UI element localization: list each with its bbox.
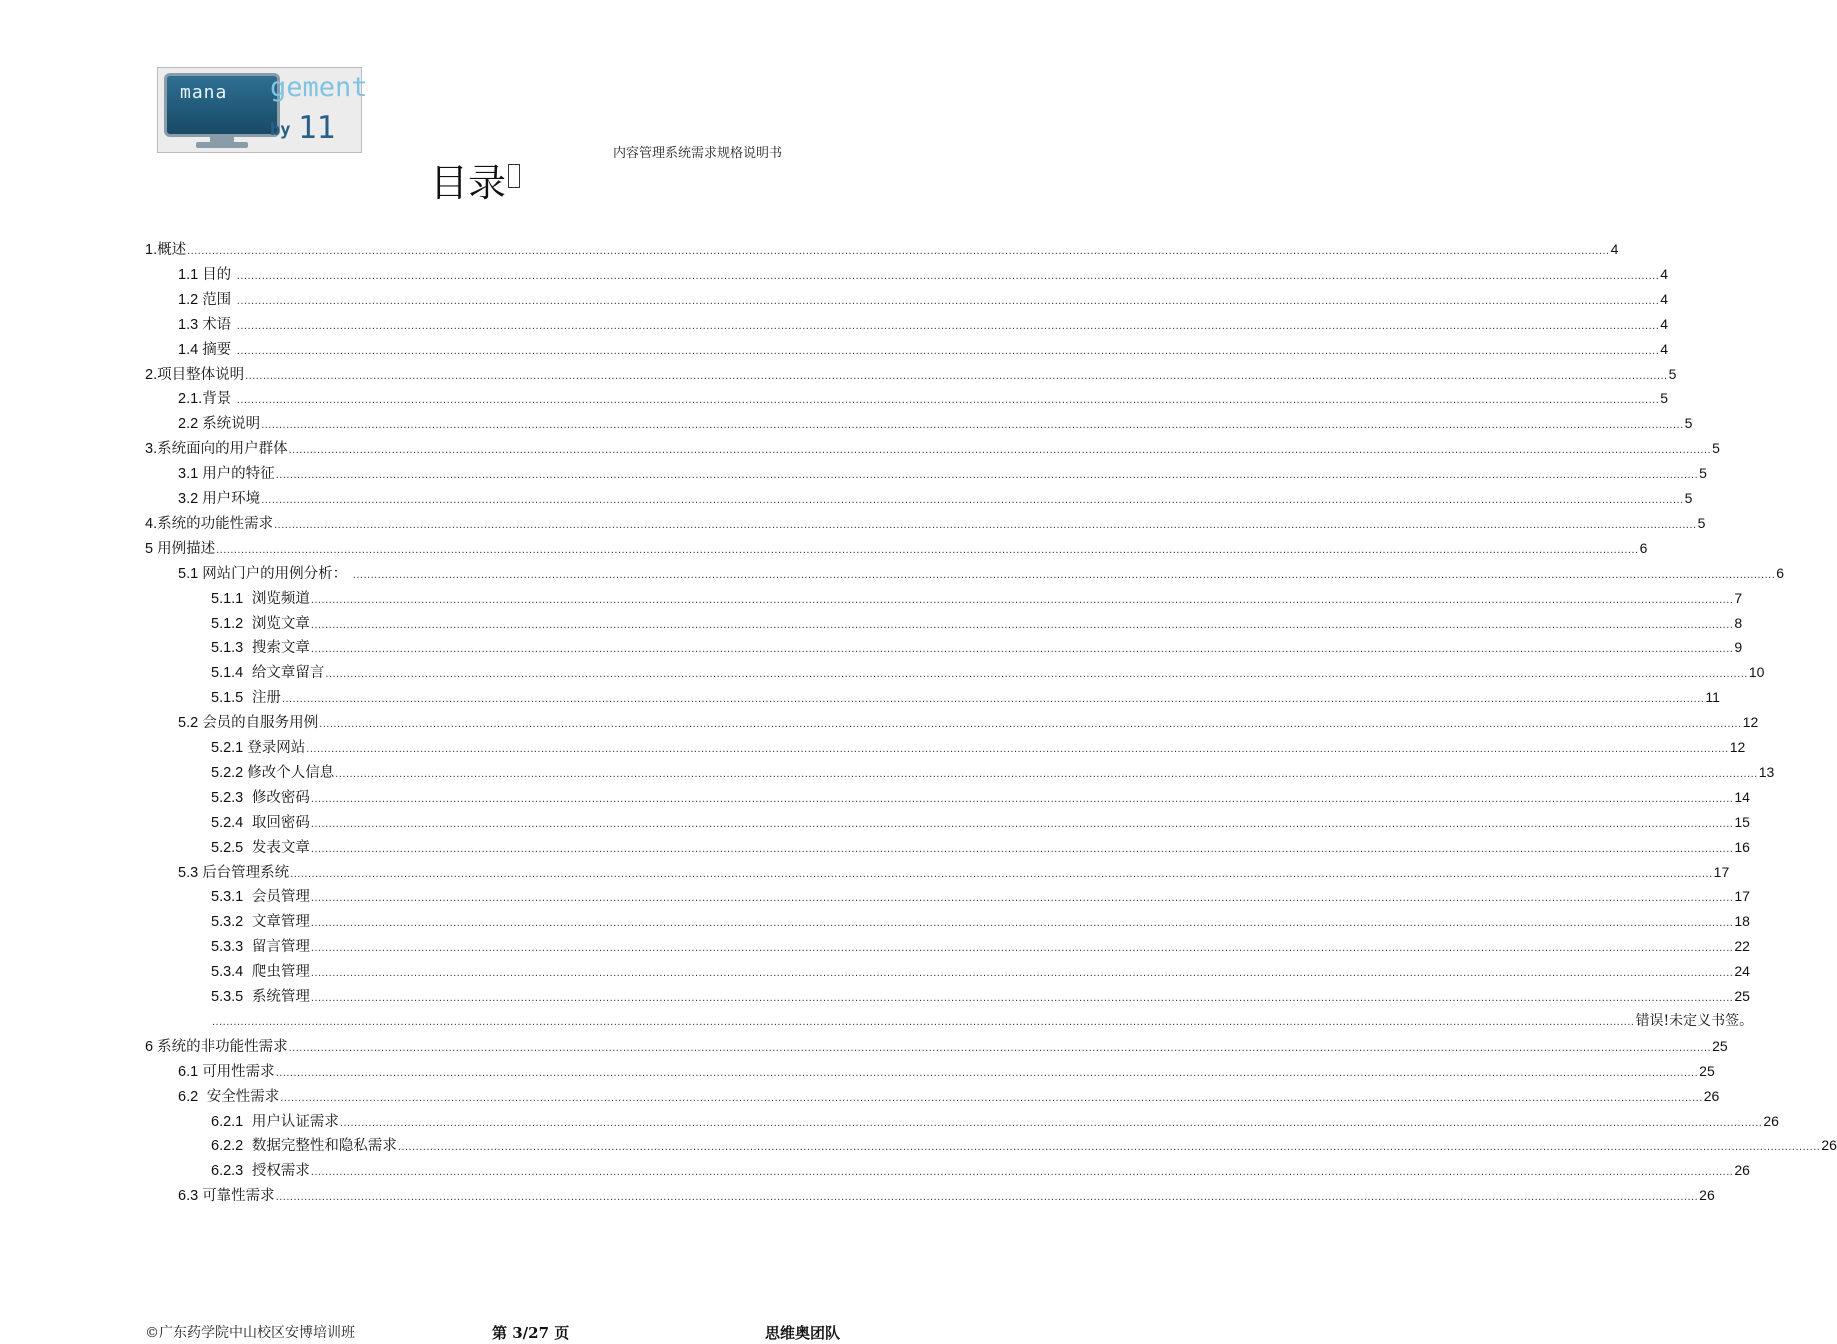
toc-entry[interactable] bbox=[178, 711, 1759, 733]
toc-entry-label bbox=[178, 1185, 275, 1207]
toc-entry-page: 5 bbox=[1684, 415, 1693, 431]
toc-entry-label bbox=[178, 563, 352, 585]
toc-entry-label bbox=[211, 812, 310, 834]
toc-entry-text: 安全性需求 bbox=[202, 1089, 280, 1105]
toc-entry-page: 22 bbox=[1734, 938, 1750, 954]
toc-entry-number: 5.3 bbox=[178, 865, 203, 881]
toc-leader-dots: ................................................................................................................................................................................................................................................................................................................................................................................................................ bbox=[325, 668, 1748, 680]
toc-entry-label bbox=[211, 588, 310, 610]
toc-entry[interactable] bbox=[211, 935, 1750, 957]
toc-entry[interactable] bbox=[211, 836, 1750, 858]
toc-entry[interactable] bbox=[178, 487, 1693, 509]
toc-entry-number: 5.3.1 bbox=[211, 889, 248, 905]
toc-entry-number: 1.1 bbox=[178, 267, 203, 283]
toc-leader-dots: ................................................................................................................................................................................................................................................................................................................................................................................................................ bbox=[212, 1016, 1635, 1028]
toc-leader-dots: ................................................................................................................................................................................................................................................................................................................................................................................................................ bbox=[261, 419, 1684, 431]
toc-entry[interactable] bbox=[211, 686, 1720, 708]
toc-entry-number: 5.2.3 bbox=[211, 790, 248, 806]
toc-entry-number: 1. bbox=[145, 242, 158, 258]
toc-entry-text: 发表文章 bbox=[247, 840, 310, 856]
toc-entry-label bbox=[211, 1160, 310, 1182]
toc-entry-number: 5.1.2 bbox=[211, 616, 248, 632]
toc-entry-label bbox=[211, 837, 310, 859]
toc-entry[interactable] bbox=[211, 811, 1750, 833]
toc-entry[interactable] bbox=[178, 387, 1669, 409]
toc-entry-text: 修改个人信息 bbox=[247, 765, 335, 781]
toc-entry[interactable] bbox=[178, 263, 1669, 285]
toc-entry[interactable] bbox=[178, 338, 1669, 360]
toc-entry[interactable] bbox=[211, 1134, 1837, 1156]
toc-entry-text: 系统说明 bbox=[202, 416, 261, 432]
toc-leader-dots: ................................................................................................................................................................................................................................................................................................................................................................................................................ bbox=[216, 544, 1639, 556]
toc-entry[interactable] bbox=[211, 786, 1750, 808]
toc-entry-text: 系统管理 bbox=[247, 989, 310, 1005]
toc-leader-dots: ................................................................................................................................................................................................................................................................................................................................................................................................................ bbox=[275, 1191, 1699, 1203]
toc-entry-page: 18 bbox=[1734, 913, 1750, 929]
toc-entry-label bbox=[178, 314, 236, 336]
toc-entry-number: 6.2.2 bbox=[211, 1138, 248, 1154]
toc-leader-dots: ................................................................................................................................................................................................................................................................................................................................................................................................................ bbox=[275, 1067, 1699, 1079]
toc-entry[interactable] bbox=[211, 636, 1743, 658]
toc-entry-label bbox=[211, 762, 334, 784]
toc-entry-number: 5.1.3 bbox=[211, 640, 248, 656]
toc-entry-text: 文章管理 bbox=[247, 914, 310, 930]
toc-entry-page: 17 bbox=[1734, 888, 1750, 904]
toc-entry-label bbox=[211, 911, 310, 933]
toc-entry-text: 用例描述 bbox=[157, 541, 216, 557]
toc-entry-text: 摘要 bbox=[202, 342, 236, 358]
toc-entry[interactable] bbox=[211, 885, 1750, 907]
toc-entry-text: 浏览频道 bbox=[247, 591, 310, 607]
toc-leader-dots: ................................................................................................................................................................................................................................................................................................................................................................................................................ bbox=[310, 1166, 1734, 1178]
toc-entry-number: 3.1 bbox=[178, 466, 203, 482]
toc-entry-label bbox=[211, 1135, 397, 1157]
toc-entry-number: 5.2.4 bbox=[211, 815, 248, 831]
toc-leader-dots: ................................................................................................................................................................................................................................................................................................................................................................................................................ bbox=[236, 345, 1660, 357]
toc-title bbox=[0, 152, 950, 207]
toc-entry-label bbox=[178, 339, 236, 361]
toc-entry-label bbox=[178, 1086, 279, 1108]
toc-entry-number: 5.2 bbox=[178, 715, 203, 731]
toc-entry-number: 6 bbox=[145, 1039, 158, 1055]
toc-leader-dots: ................................................................................................................................................................................................................................................................................................................................................................................................................ bbox=[288, 1042, 1712, 1054]
toc-entry-number: 1.2 bbox=[178, 292, 203, 308]
toc-entry-number: 1.3 bbox=[178, 317, 203, 333]
toc-entry-page: 5 bbox=[1697, 515, 1706, 531]
toc-entry-number: 1.4 bbox=[178, 342, 203, 358]
toc-entry-text: 用户认证需求 bbox=[247, 1114, 339, 1130]
toc-entry[interactable] bbox=[211, 1110, 1779, 1132]
toc-entry-number: 5.3.4 bbox=[211, 964, 248, 980]
monitor-stand bbox=[210, 134, 234, 142]
toc-entry-page: 13 bbox=[1758, 764, 1775, 780]
toc-entry-number: 6.3 bbox=[178, 1188, 203, 1204]
toc-entry[interactable] bbox=[178, 562, 1785, 584]
toc-leader-dots: ................................................................................................................................................................................................................................................................................................................................................................................................................ bbox=[310, 967, 1734, 979]
toc-entry-text: 概述 bbox=[157, 242, 187, 258]
toc-leader-dots: ................................................................................................................................................................................................................................................................................................................................................................................................................ bbox=[310, 992, 1734, 1004]
toc-entry-number: 2. bbox=[145, 367, 158, 383]
toc-leader-dots: ................................................................................................................................................................................................................................................................................................................................................................................................................ bbox=[310, 892, 1734, 904]
toc-entry-number: 2.2 bbox=[178, 416, 203, 432]
toc-entry-page: 16 bbox=[1734, 839, 1750, 855]
toc-entry-label bbox=[211, 986, 310, 1008]
toc-entry-number: 3.2 bbox=[178, 491, 203, 507]
toc-leader-dots: ................................................................................................................................................................................................................................................................................................................................................................................................................ bbox=[280, 1092, 1703, 1104]
toc-entry-text: 会员管理 bbox=[247, 889, 310, 905]
toc-title-text: 目录 bbox=[429, 161, 506, 205]
toc-entry[interactable] bbox=[211, 736, 1746, 758]
toc-entry-text: 给文章留言 bbox=[247, 665, 325, 681]
toc-entry-label bbox=[211, 737, 305, 759]
toc-entry-page: 4 bbox=[1660, 266, 1669, 282]
logo bbox=[157, 67, 368, 153]
toc-entry[interactable] bbox=[211, 910, 1750, 932]
toc-entry[interactable] bbox=[178, 462, 1707, 484]
footer-copyright: ©广东药学院中山校区安博培训班 bbox=[145, 1325, 355, 1341]
toc-entry[interactable] bbox=[211, 960, 1750, 982]
toc-entry-text: 取回密码 bbox=[247, 815, 310, 831]
toc-leader-dots: ................................................................................................................................................................................................................................................................................................................................................................................................................ bbox=[310, 818, 1734, 830]
toc-entry-label bbox=[145, 239, 186, 261]
toc-entry-page: 25 bbox=[1734, 988, 1750, 1004]
toc-leader-dots: ................................................................................................................................................................................................................................................................................................................................................................................................................ bbox=[274, 519, 1697, 531]
monitor-base bbox=[196, 142, 248, 148]
toc-entry-label bbox=[211, 637, 310, 659]
toc-leader-dots: ................................................................................................................................................................................................................................................................................................................................................................................................................ bbox=[288, 444, 1712, 456]
toc-entry-label bbox=[178, 413, 260, 435]
toc-entry[interactable] bbox=[145, 437, 1720, 459]
toc-entry-number: 5.1.1 bbox=[211, 591, 248, 607]
toc-entry-page: 26 bbox=[1699, 1187, 1715, 1203]
toc-entry-number: 5.3.3 bbox=[211, 939, 248, 955]
toc-entry-number: 6.2.3 bbox=[211, 1163, 248, 1179]
toc-leader-dots: ................................................................................................................................................................................................................................................................................................................................................................................................................ bbox=[310, 594, 1734, 606]
toc-entry-page: 17 bbox=[1713, 864, 1730, 880]
toc-entry-page: 24 bbox=[1734, 963, 1750, 979]
toc-entry-text: 术语 bbox=[202, 317, 236, 333]
toc-entry[interactable] bbox=[211, 612, 1743, 634]
toc-entry[interactable] bbox=[145, 238, 1619, 260]
toc-entry[interactable] bbox=[211, 1159, 1750, 1181]
toc-entry-page: 6 bbox=[1639, 540, 1648, 556]
toc-entry[interactable] bbox=[145, 537, 1648, 559]
toc-entry-text: 会员的自服务用例 bbox=[202, 715, 319, 731]
toc-entry[interactable] bbox=[211, 587, 1743, 609]
toc-entry-page: 4 bbox=[1660, 291, 1669, 307]
toc-entry-page: 10 bbox=[1748, 664, 1765, 680]
toc-entry-text: 爬虫管理 bbox=[247, 964, 310, 980]
toc-entry-page: 26 bbox=[1734, 1162, 1750, 1178]
toc-leader-dots: ................................................................................................................................................................................................................................................................................................................................................................................................................ bbox=[352, 569, 1776, 581]
toc-entry-number: 6.2.1 bbox=[211, 1114, 248, 1130]
toc-entry-text: 项目整体说明 bbox=[157, 367, 245, 383]
toc-leader-dots: ................................................................................................................................................................................................................................................................................................................................................................................................................ bbox=[310, 917, 1734, 929]
toc-entry-text: 网站门户的用例分析： bbox=[202, 566, 352, 582]
toc-entry-label bbox=[211, 936, 310, 958]
toc-entry-label bbox=[178, 1061, 275, 1083]
toc-entry-number: 5.3.5 bbox=[211, 989, 248, 1005]
toc-entry-page: 5 bbox=[1684, 490, 1693, 506]
toc-entry[interactable] bbox=[211, 985, 1750, 1007]
toc-entry-page: 26 bbox=[1821, 1137, 1837, 1153]
toc-entry-number: 5.1 bbox=[178, 566, 203, 582]
toc-entry[interactable] bbox=[178, 412, 1693, 434]
toc-entry-text: 修改密码 bbox=[247, 790, 310, 806]
toc-entry-text: 搜索文章 bbox=[247, 640, 310, 656]
toc-entry-page: 14 bbox=[1734, 789, 1750, 805]
toc-leader-dots: ................................................................................................................................................................................................................................................................................................................................................................................................................ bbox=[310, 619, 1734, 631]
toc-entry-label bbox=[178, 264, 236, 286]
logo-text-1: mana bbox=[180, 82, 228, 103]
logo-text-2: gement bbox=[270, 72, 368, 103]
toc-leader-dots: ................................................................................................................................................................................................................................................................................................................................................................................................................ bbox=[310, 942, 1734, 954]
toc-entry-label bbox=[211, 687, 281, 709]
toc-entry-text: 范围 bbox=[202, 292, 236, 308]
toc-entry-label bbox=[211, 961, 310, 983]
toc-entry-page: 4 bbox=[1660, 341, 1669, 357]
toc-entry-number: 5.1.5 bbox=[211, 690, 248, 706]
toc-entry-label bbox=[145, 438, 288, 460]
logo-text-3: by bbox=[270, 120, 291, 140]
toc-entry-page: 4 bbox=[1660, 316, 1669, 332]
toc-entry-page: 7 bbox=[1734, 590, 1743, 606]
toc-entry-text: 授权需求 bbox=[247, 1163, 310, 1179]
toc-leader-dots: ................................................................................................................................................................................................................................................................................................................................................................................................................ bbox=[397, 1141, 1821, 1153]
toc-entry-page: 5 bbox=[1668, 366, 1677, 382]
toc-entry-page: 12 bbox=[1742, 714, 1759, 730]
toc-entry-number: 5.2.1 bbox=[211, 740, 248, 756]
toc-entry-number: 6.1 bbox=[178, 1064, 203, 1080]
toc-entry-text: 可靠性需求 bbox=[202, 1188, 275, 1204]
toc-leader-dots: ................................................................................................................................................................................................................................................................................................................................................................................................................ bbox=[319, 718, 1742, 730]
toc-entry-label bbox=[178, 488, 260, 510]
toc-entry-number: 5 bbox=[145, 541, 158, 557]
toc-error-text: 错误!未定义书签。 bbox=[1635, 1013, 1754, 1029]
toc-leader-dots: ................................................................................................................................................................................................................................................................................................................................................................................................................ bbox=[236, 270, 1660, 282]
toc-entry-text: 后台管理系统 bbox=[202, 865, 290, 881]
toc-leader-dots: ................................................................................................................................................................................................................................................................................................................................................................................................................ bbox=[339, 1117, 1763, 1129]
toc-entry-text: 数据完整性和隐私需求 bbox=[247, 1138, 397, 1154]
toc-leader-dots: ................................................................................................................................................................................................................................................................................................................................................................................................................ bbox=[281, 693, 1705, 705]
toc-entry[interactable] bbox=[178, 1060, 1715, 1082]
toc-entry[interactable] bbox=[211, 761, 1775, 783]
toc-entry-number: 5.3.2 bbox=[211, 914, 248, 930]
toc-entry-page: 8 bbox=[1734, 615, 1743, 631]
toc-leader-dots: ................................................................................................................................................................................................................................................................................................................................................................................................................ bbox=[236, 320, 1660, 332]
toc-entry-text: 用户环境 bbox=[202, 491, 261, 507]
toc-entry-page: 15 bbox=[1734, 814, 1750, 830]
toc-leader-dots: ................................................................................................................................................................................................................................................................................................................................................................................................................ bbox=[236, 295, 1660, 307]
missing-glyph-box bbox=[508, 164, 520, 188]
toc-entry-label bbox=[178, 463, 275, 485]
toc-entry[interactable] bbox=[211, 661, 1765, 683]
toc-entry[interactable] bbox=[145, 363, 1677, 385]
toc-entry-page: 5 bbox=[1712, 440, 1720, 456]
toc-entry-page: 5 bbox=[1660, 390, 1669, 406]
toc-entry[interactable] bbox=[178, 1085, 1720, 1107]
toc-entry-label bbox=[211, 613, 310, 635]
toc-entry-page: 26 bbox=[1763, 1113, 1779, 1129]
toc-entry-number: 5.2.5 bbox=[211, 840, 248, 856]
toc-leader-dots: ................................................................................................................................................................................................................................................................................................................................................................................................................ bbox=[245, 370, 1668, 382]
toc-entry-page: 25 bbox=[1712, 1038, 1728, 1054]
toc-entry-text: 系统的功能性需求 bbox=[157, 516, 274, 532]
toc-entry-text: 系统面向的用户群体 bbox=[157, 441, 288, 457]
toc-leader-dots: ................................................................................................................................................................................................................................................................................................................................................................................................................ bbox=[310, 793, 1734, 805]
toc-entry-text: 可用性需求 bbox=[202, 1064, 275, 1080]
toc-entry-label bbox=[211, 662, 324, 684]
toc-leader-dots: ................................................................................................................................................................................................................................................................................................................................................................................................................ bbox=[310, 643, 1734, 655]
toc-entry-number: 6.2 bbox=[178, 1089, 203, 1105]
toc-entry-text: 背景 bbox=[202, 391, 236, 407]
toc-leader-dots: ................................................................................................................................................................................................................................................................................................................................................................................................................ bbox=[261, 494, 1684, 506]
toc-leader-dots: ................................................................................................................................................................................................................................................................................................................................................................................................................ bbox=[187, 245, 1610, 257]
toc-entry[interactable] bbox=[211, 1010, 1754, 1032]
toc-entry-text: 登录网站 bbox=[247, 740, 306, 756]
toc-entry-label bbox=[145, 538, 215, 560]
toc-entry-page: 26 bbox=[1703, 1088, 1720, 1104]
toc-entry-label bbox=[178, 862, 289, 884]
toc-entry-page: 5 bbox=[1699, 465, 1707, 481]
toc-leader-dots: ................................................................................................................................................................................................................................................................................................................................................................................................................ bbox=[290, 868, 1713, 880]
toc-entry-number: 3. bbox=[145, 441, 158, 457]
toc-entry-page: 9 bbox=[1734, 639, 1743, 655]
toc-entry-label bbox=[145, 364, 244, 386]
toc-entry-page: 25 bbox=[1699, 1063, 1715, 1079]
toc-leader-dots: ................................................................................................................................................................................................................................................................................................................................................................................................................ bbox=[310, 843, 1734, 855]
toc-entry[interactable] bbox=[145, 1035, 1728, 1057]
toc-entry-label bbox=[211, 787, 310, 809]
toc-entry-text: 浏览文章 bbox=[247, 616, 310, 632]
toc-entry-page: 4 bbox=[1610, 241, 1619, 257]
toc-entry-label bbox=[211, 886, 310, 908]
toc-leader-dots: ................................................................................................................................................................................................................................................................................................................................................................................................................ bbox=[335, 768, 1758, 780]
toc-entry-text: 目的 bbox=[202, 267, 236, 283]
footer-page-number: 第 3/27 页 bbox=[492, 1324, 570, 1342]
toc-entry-label bbox=[145, 1036, 288, 1058]
toc-entry-text: 注册 bbox=[247, 690, 281, 706]
toc-entry[interactable] bbox=[145, 512, 1706, 534]
toc-entry-number: 2.1. bbox=[178, 391, 203, 407]
toc-entry-page: 11 bbox=[1705, 689, 1720, 705]
logo-text-4: 11 bbox=[298, 110, 336, 146]
toc-entry-text: 留言管理 bbox=[247, 939, 310, 955]
footer-team: 思维奥团队 bbox=[765, 1324, 841, 1342]
toc-entry-number: 4. bbox=[145, 516, 158, 532]
toc-entry-label bbox=[178, 712, 318, 734]
toc-entry-text: 用户的特征 bbox=[202, 466, 275, 482]
toc-entry-label bbox=[145, 513, 273, 535]
toc-entry-text: 系统的非功能性需求 bbox=[157, 1039, 288, 1055]
toc-entry[interactable] bbox=[178, 861, 1730, 883]
toc-entry[interactable] bbox=[178, 313, 1669, 335]
toc-entry[interactable] bbox=[178, 1184, 1715, 1206]
toc-leader-dots: ................................................................................................................................................................................................................................................................................................................................................................................................................ bbox=[275, 469, 1699, 481]
toc-entry-page: 12 bbox=[1729, 739, 1746, 755]
toc-entry-label bbox=[178, 289, 236, 311]
toc-entry-number: 5.2.2 bbox=[211, 765, 248, 781]
document-title: 内容管理系统需求规格说明书 bbox=[613, 146, 783, 161]
toc-entry-label bbox=[211, 1111, 339, 1133]
toc-entry-page: 6 bbox=[1776, 565, 1785, 581]
toc-leader-dots: ................................................................................................................................................................................................................................................................................................................................................................................................................ bbox=[306, 743, 1729, 755]
toc-entry-number: 5.1.4 bbox=[211, 665, 248, 681]
toc-leader-dots: ................................................................................................................................................................................................................................................................................................................................................................................................................ bbox=[236, 394, 1660, 406]
toc-entry-label bbox=[178, 388, 236, 410]
toc-entry[interactable] bbox=[178, 288, 1669, 310]
